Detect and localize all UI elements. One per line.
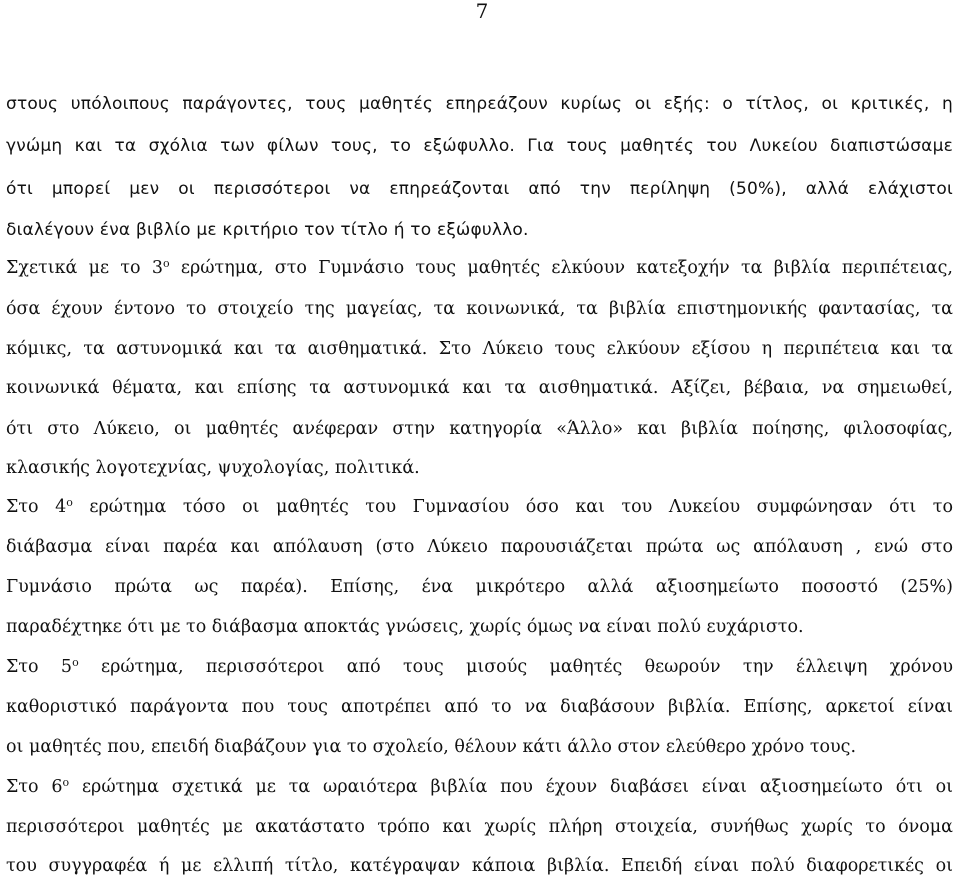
paragraph-5-line-1: Στο $6^o$ ερώτημα σχετικά με τα ωραιότερα βιβλία που έχουν διαβάσει είναι αξιοσημείωτο ότι οι [6,777,953,797]
paragraph-3-line-2: διάβασμα είναι παρέα και απόλαυση (στο Λύκειο παρουσιάζεται πρώτα ως απόλαυση , ενώ στο [6,537,953,557]
paragraph-3-line-3: Γυμνάσιο πρώτα ως παρέα). Επίσης, ένα μικρότερο αλλά αξιοσημείωτο ποσοστό (25%) [6,577,953,597]
paragraph-1-line-4: διαλέγουν ένα βιβλίο με κριτήριο τον τίτλο ή το εξώφυλλο. [6,220,529,240]
paragraph-2-line-1: Σχετικά με το $3^o$ ερώτημα, στο Γυμνάσιο τους μαθητές ελκύουν κατεξοχήν τα βιβλία περιπέτειας, [6,258,953,278]
paragraph-1-line-1: στους υπόλοιπους παράγοντες, τους μαθητές επηρεάζουν κυρίως οι εξής: ο τίτλος, οι κριτικές, η [6,94,953,114]
paragraph-2-line-5: ότι στο Λύκειο, οι μαθητές ανέφεραν στην κατηγορία «Άλλο» και βιβλία ποίησης, φιλοσοφίας, [6,419,953,439]
paragraph-3-line-1: Στο $4^o$ ερώτημα τόσο οι μαθητές του Γυμνασίου όσο και του Λυκείου συμφώνησαν ότι το [6,497,953,517]
paragraph-3-line-4: παραδέχτηκε ότι με το διάβασμα αποκτάς γνώσεις, χωρίς όμως να είναι πολύ ευχάριστο. [6,617,804,637]
paragraph-5-line-2: περισσότεροι μαθητές με ακατάστατο τρόπο και χωρίς πλήρη στοιχεία, συνήθως χωρίς το όνομα [6,817,953,837]
paragraph-5-line-3: του συγγραφέα ή με ελλιπή τίτλο, κατέγραψαν κάποια βιβλία. Επειδή είναι πολύ διαφορετικές οι [6,856,953,876]
paragraph-2-line-4: κοινωνικά θέματα, και επίσης τα αστυνομικά και τα αισθηματικά. Αξίζει, βέβαια, να σημειωθεί, [6,378,953,398]
paragraph-1-line-3: ότι μπορεί μεν οι περισσότεροι να επηρεάζονται από την περίληψη (50%), αλλά ελάχιστοι [6,179,953,199]
paragraph-2-line-3: κόμικς, τα αστυνομικά και τα αισθηματικά. Στο Λύκειο τους ελκύουν εξίσου η περιπέτεια και τα [6,339,953,359]
paragraph-1-line-2: γνώμη και τα σχόλια των φίλων τους, το εξώφυλλο. Για τους μαθητές του Λυκείου διαπιστώσαμε [6,136,953,156]
page-number: 7 [475,0,489,23]
paragraph-2-line-2: όσα έχουν έντονο το στοιχείο της μαγείας, τα κοινωνικά, τα βιβλία επιστημονικής φαντασίας, τα [6,299,953,319]
paragraph-4-line-3: οι μαθητές που, επειδή διαβάζουν για το σχολείο, θέλουν κάτι άλλο στον ελεύθερο χρόνο τους. [6,737,857,757]
paragraph-4-line-1: Στο $5^o$ ερώτημα, περισσότεροι από τους μισούς μαθητές θεωρούν την έλλειψη χρόνου [6,657,953,677]
paragraph-2-line-6: κλασικής λογοτεχνίας, ψυχολογίας, πολιτικά. [6,458,420,478]
paragraph-4-line-2: καθοριστικό παράγοντα που τους αποτρέπει από το να διαβάσουν βιβλία. Επίσης, αρκετοί είναι [6,697,953,717]
